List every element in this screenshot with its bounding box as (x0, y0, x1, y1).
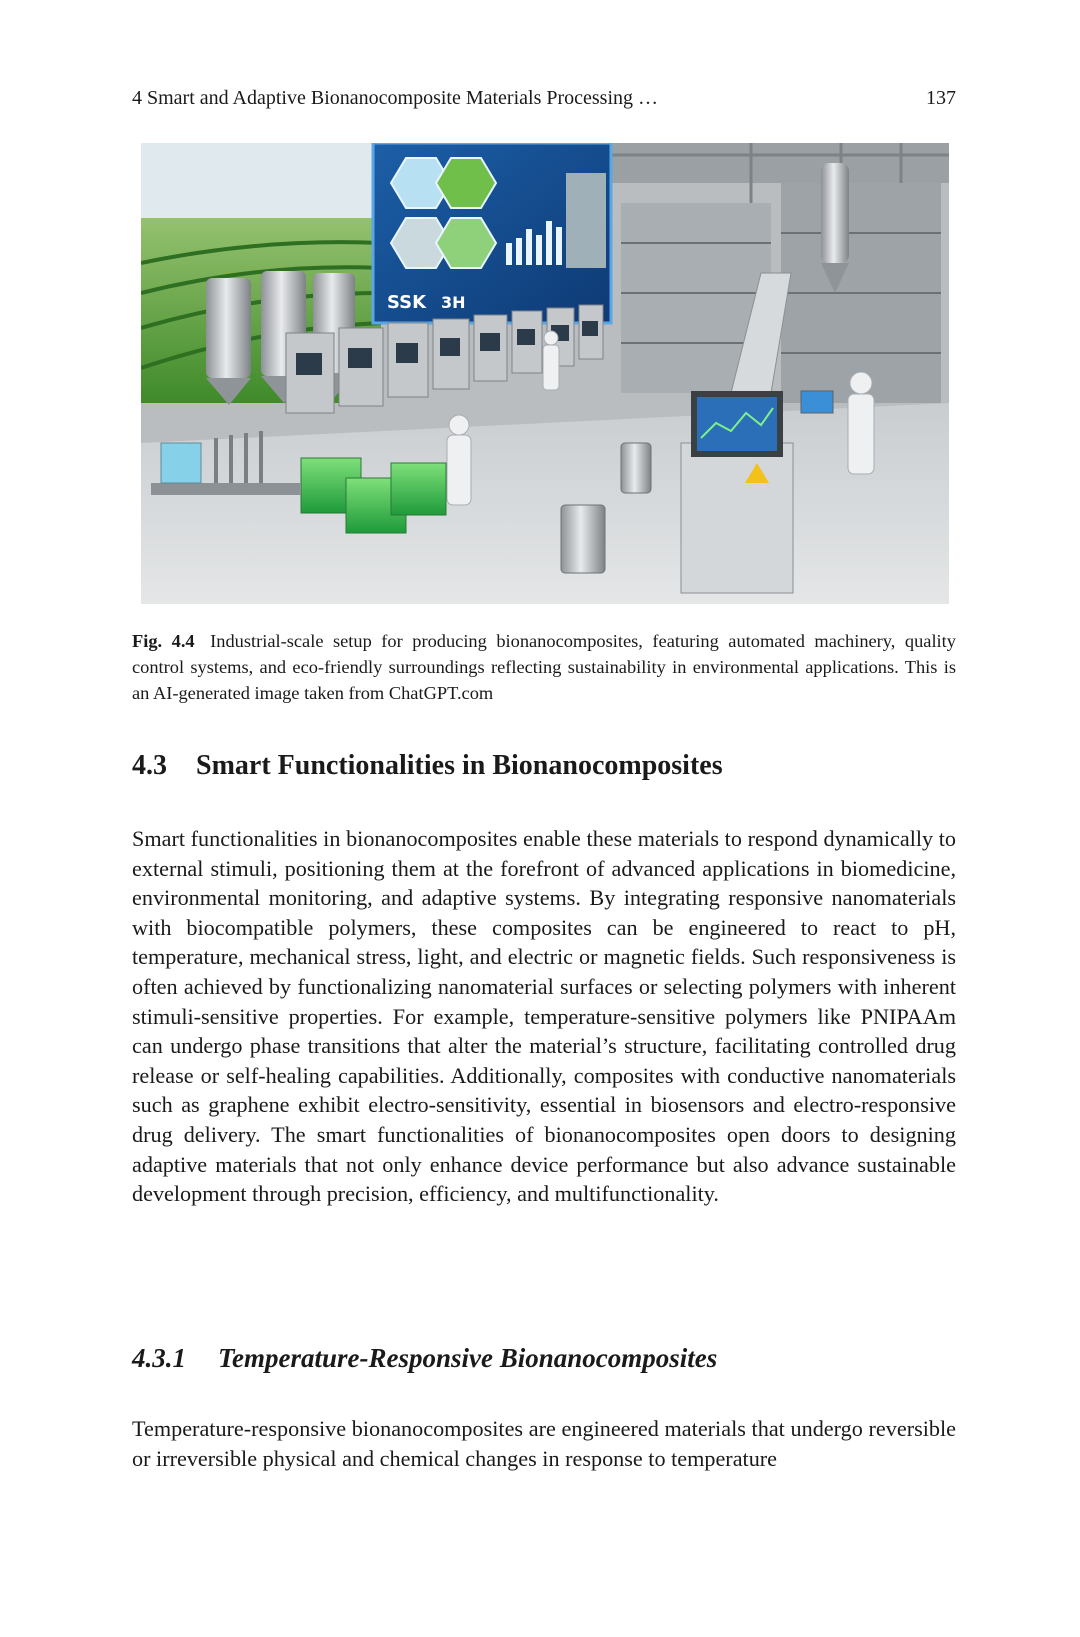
figure-image (141, 143, 949, 604)
screen-label-2: 3H (441, 293, 466, 312)
figure-caption (132, 628, 956, 706)
subsection-title: Temperature-Responsive Bionanocomposites (218, 1343, 718, 1373)
running-head (132, 84, 956, 112)
microscopy-panel (566, 173, 606, 268)
control-cabinet (681, 391, 793, 593)
figure-label: Fig. 4.4 (132, 631, 195, 651)
section-title: Smart Functionalities in Bionanocomposites (196, 750, 723, 781)
section-heading (132, 748, 956, 784)
figure-caption-text: Industrial-scale setup for producing bionanocomposites, featuring automated machinery, quality control systems, and eco-friendly surroundings reflecting sustainability in environmental applications. This is an AI-generated image taken from ChatGPT.com (132, 631, 956, 703)
worker-tablet (801, 391, 833, 413)
section-number: 4.3 (132, 750, 167, 781)
section-paragraph: Smart functionalities in bionanocomposites enable these materials to respond dynamically to external stimuli, positioning them at the forefront of advanced applications in biomedicine, environmental monitoring, and adaptive systems. By integrating responsive nanomaterials with biocompatible polymers, these composites can be engineered to react to pH, temperature, mechanical stress, light, and electric or magnetic fields. Such responsiveness is often achieved by functionalizing nanomaterial surfaces or selecting polymers with inherent stimuli-sensitive properties. For example, temperature-sensitive polymers like PNIPAAm can undergo phase transitions that alter the material’s structure, facilitating controlled drug release or self-healing capabilities. Additionally, composites with conductive nanomaterials such as graphene exhibit electro-sensitivity, essential in biosensors and electro-responsive drug delivery. The smart functionalities of bionanocomposites open doors to designing adaptive materials that not only enhance device performance but also advance sustainable development through precision, efficiency, and multifunctionality. (132, 826, 956, 1207)
subsection-number: 4.3.1 (132, 1343, 186, 1373)
subsection-paragraph: Temperature-responsive bionanocomposites are engineered materials that undergo reversible or irreversible physical and chemical changes in response to temperature (132, 1416, 956, 1471)
factory-illustration (141, 143, 949, 604)
window-sky (141, 143, 381, 218)
running-head-chapter: 4 Smart and Adaptive Bionanocomposite Materials Processing … (132, 87, 659, 109)
page-number: 137 (926, 87, 956, 109)
screen-label-1: SSK (387, 292, 427, 313)
subsection-heading (132, 1340, 956, 1376)
